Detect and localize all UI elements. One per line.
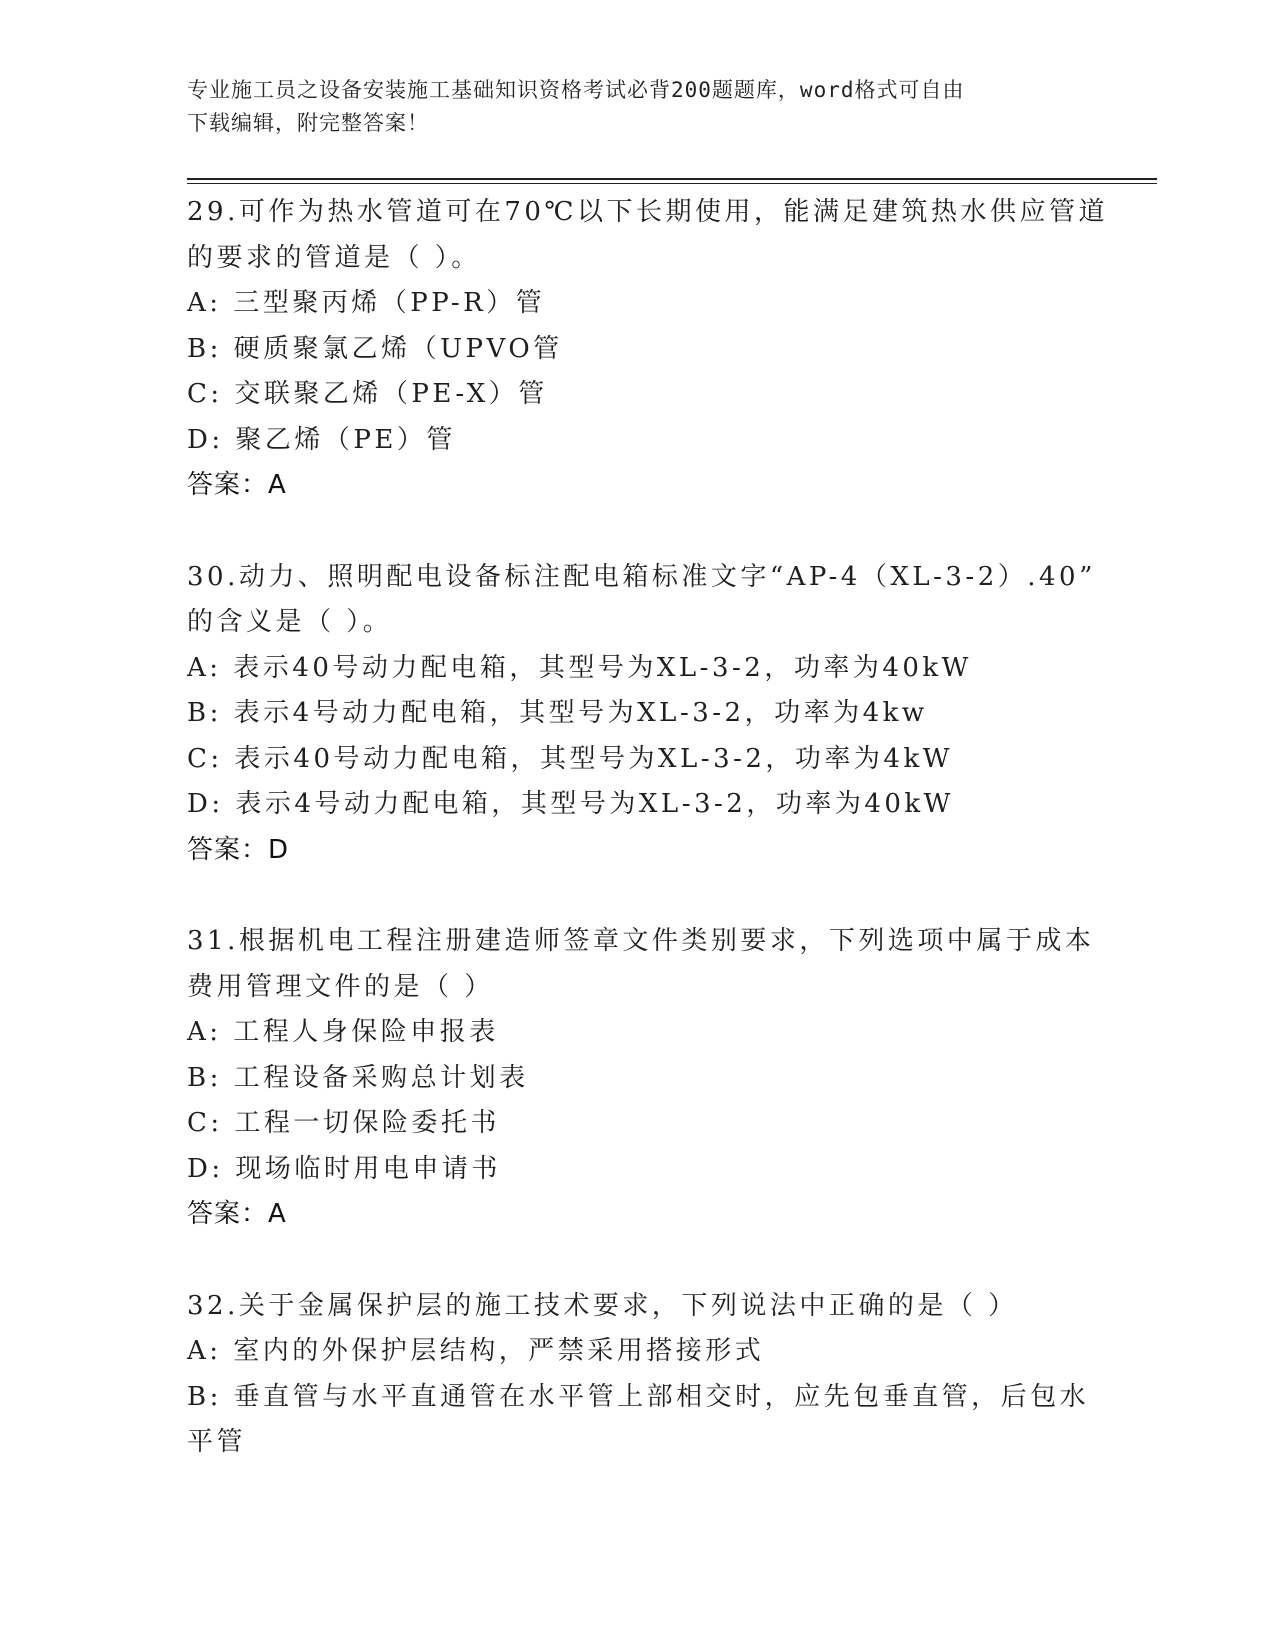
option-c: C: 表示40号动力配电箱，其型号为XL-3-2，功率为4kW (187, 743, 953, 774)
option-a: A: 工程人身保险申报表 (187, 1017, 499, 1047)
option-a: A: 表示40号动力配电箱，其型号为XL-3-2，功率为40kW (187, 652, 972, 683)
question-stem: 费用管理文件的是（ ） (187, 971, 494, 1002)
question-32 (187, 1284, 1090, 1466)
question-29 (187, 190, 1109, 509)
option-b-continued: 平管 (187, 1427, 247, 1457)
option-d: D: 现场临时用电申请书 (187, 1153, 501, 1184)
option-a: A: 三型聚丙烯（PP-R）管 (187, 288, 546, 318)
question-stem: 32.关于金属保护层的施工技术要求，下列说法中正确的是（ ） (187, 1290, 1018, 1321)
question-30 (187, 555, 1096, 874)
header-divider-thick (187, 178, 1157, 180)
header-divider-thin (187, 183, 1157, 184)
question-stem: 30.动力、照明配电设备标注配电箱标准文字“AP-4（XL-3-2）.40” (187, 561, 1096, 592)
answer: 答案：D (187, 834, 290, 865)
document-header (187, 74, 1087, 140)
option-c: C: 交联聚乙烯（PE-X）管 (187, 379, 548, 409)
option-a: A: 室内的外保护层结构，严禁采用搭接形式 (187, 1336, 765, 1366)
answer: 答案：A (187, 1199, 287, 1229)
header-title-line-1: 专业施工员之设备安装施工基础知识资格考试必背200题题库，word格式可自由 (187, 78, 965, 102)
question-stem: 29.可作为热水管道可在70℃以下长期使用，能满足建筑热水供应管道 (187, 197, 1109, 227)
question-stem: 的含义是（ ）。 (187, 607, 393, 637)
option-b: B: 工程设备采购总计划表 (187, 1062, 529, 1093)
option-d: D: 聚乙烯（PE）管 (187, 424, 456, 455)
option-b: B: 表示4号动力配电箱，其型号为XL-3-2，功率为4kw (187, 698, 928, 728)
question-stem: 的要求的管道是（ ）。 (187, 242, 481, 273)
answer: 答案：A (187, 470, 287, 500)
question-31 (187, 919, 1095, 1238)
question-stem: 31.根据机电工程注册建造师签章文件类别要求，下列选项中属于成本 (187, 926, 1095, 956)
option-d: D: 表示4号动力配电箱，其型号为XL-3-2，功率为40kW (187, 789, 954, 819)
option-b: B: 硬质聚氯乙烯（UPVO管 (187, 333, 563, 364)
option-c: C: 工程一切保险委托书 (187, 1108, 500, 1138)
question-list (187, 190, 1109, 1512)
header-title-line-2: 下载编辑，附完整答案！ (187, 111, 429, 135)
option-b: B: 垂直管与水平直通管在水平管上部相交时，应先包垂直管，后包水 (187, 1381, 1090, 1412)
